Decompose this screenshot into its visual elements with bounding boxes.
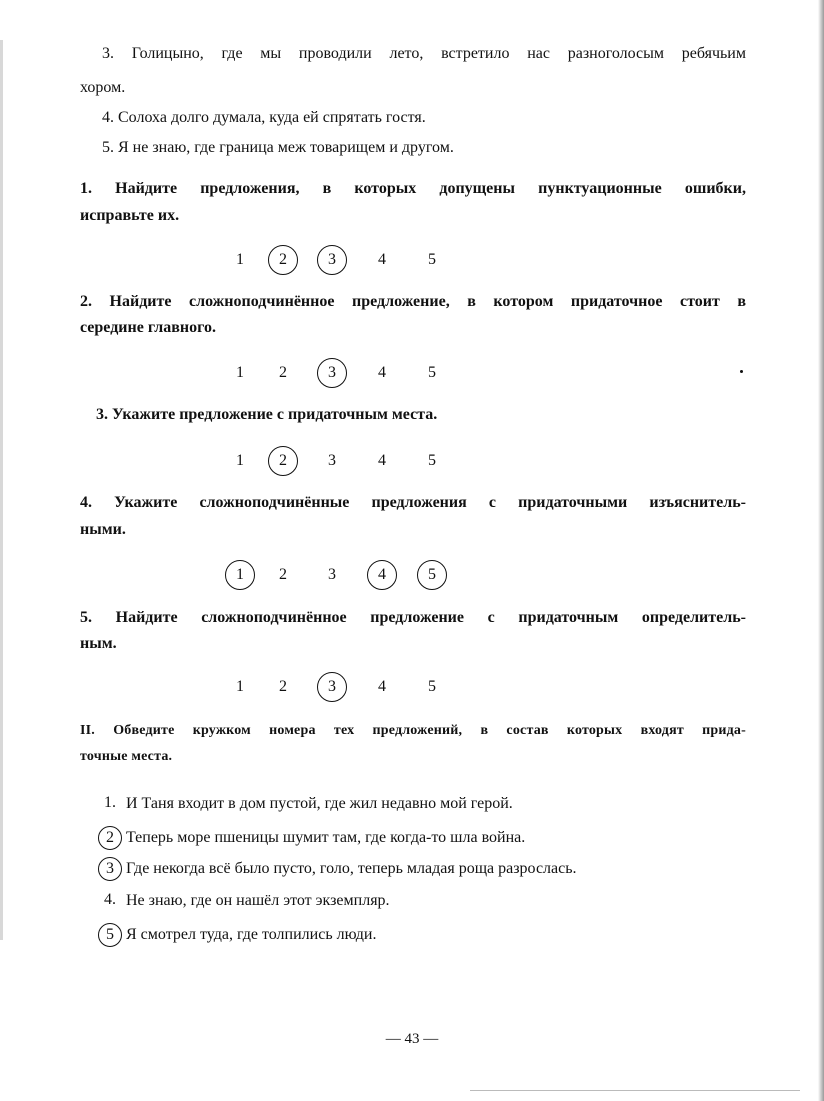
task-4-option-5: 5	[417, 560, 447, 590]
task-4-option-2: 2	[279, 566, 287, 583]
item-text: Теперь море пшеницы шумит там, где когда-то шла война.	[126, 829, 526, 846]
item-text: Где некогда всё было пусто, голо, теперь младая роща разрослась.	[126, 860, 577, 877]
intro-sentence-5: 5. Я не знаю, где граница меж товарищем и другом.	[102, 139, 454, 156]
task-5-question-line1: 5. Найдите сложноподчинённое предложение с придаточным определитель-	[80, 609, 746, 626]
task-3-option-2: 2	[268, 446, 298, 476]
task-5-option-1: 1	[236, 678, 244, 695]
task-3-question: 3. Укажите предложение с придаточным места.	[96, 406, 438, 423]
task-1-question-line2: исправьте их.	[80, 207, 180, 224]
task-4-question-line2: ными.	[80, 521, 126, 538]
task-2-option-1: 1	[236, 364, 244, 381]
task-2-option-5: 5	[428, 364, 436, 381]
task-5-option-3: 3	[317, 672, 347, 702]
task-2-option-4: 4	[378, 364, 386, 381]
section-ii-item-4	[98, 888, 390, 914]
task-1-option-1: 1	[236, 251, 244, 268]
task-2-option-3: 3	[317, 358, 347, 388]
task-2-option-2: 2	[279, 364, 287, 381]
task-4-option-4: 4	[367, 560, 397, 590]
task-1-option-4: 4	[378, 251, 386, 268]
section-ii-question-line2: точные места.	[80, 749, 173, 764]
item-number: 3	[98, 857, 122, 881]
intro-sentence-3-line1: 3. Голицыно, где мы проводили лето, встретило нас разноголосым ребячьим	[102, 45, 746, 62]
intro-sentence-4: 4. Солоха долго думала, куда ей спрятать гостя.	[102, 109, 426, 126]
section-ii-item-5	[98, 922, 376, 948]
section-ii-item-3	[98, 856, 577, 882]
scan-edge-right	[818, 0, 824, 1101]
intro-sentence-3-line2: хором.	[80, 79, 126, 96]
item-text: И Таня входит в дом пустой, где жил недавно мой герой.	[126, 795, 513, 812]
task-5-option-2: 2	[279, 678, 287, 695]
task-2-question-line1: 2. Найдите сложноподчинённое предложение, в котором придаточное стоит в	[80, 293, 746, 310]
task-5-option-5: 5	[428, 678, 436, 695]
task-4-option-3: 3	[328, 566, 336, 583]
task-1-option-2: 2	[268, 245, 298, 275]
task-1-option-5: 5	[428, 251, 436, 268]
section-ii-item-1	[98, 791, 513, 817]
item-text: Не знаю, где он нашёл этот экземпляр.	[126, 892, 390, 909]
task-3-option-3: 3	[328, 452, 336, 469]
page-number: — 43 —	[385, 1031, 439, 1047]
scan-artifact-line	[470, 1090, 800, 1091]
task-3-option-1: 1	[236, 452, 244, 469]
task-1-question-line1: 1. Найдите предложения, в которых допущены пунктуационные ошибки,	[80, 180, 746, 197]
task-1-option-3: 3	[317, 245, 347, 275]
task-2-question-line2: середине главного.	[80, 319, 216, 336]
item-number: 1.	[104, 794, 116, 811]
task-5-option-4: 4	[378, 678, 386, 695]
item-number: 2	[98, 826, 122, 850]
item-number: 5	[98, 923, 122, 947]
stray-mark	[740, 370, 743, 373]
task-5-question-line2: ным.	[80, 635, 117, 652]
task-3-option-4: 4	[378, 452, 386, 469]
scan-edge-left	[0, 40, 3, 940]
section-ii-question-line1: II. Обведите кружком номера тех предложений, в состав которых входят прида-	[80, 723, 746, 738]
task-3-option-5: 5	[428, 452, 436, 469]
task-4-option-1: 1	[225, 560, 255, 590]
item-text: Я смотрел туда, где толпились люди.	[126, 926, 377, 943]
item-number: 4.	[104, 891, 116, 908]
task-4-question-line1: 4. Укажите сложноподчинённые предложения с придаточными изъяснитель-	[80, 494, 746, 511]
section-ii-item-2	[98, 825, 525, 851]
